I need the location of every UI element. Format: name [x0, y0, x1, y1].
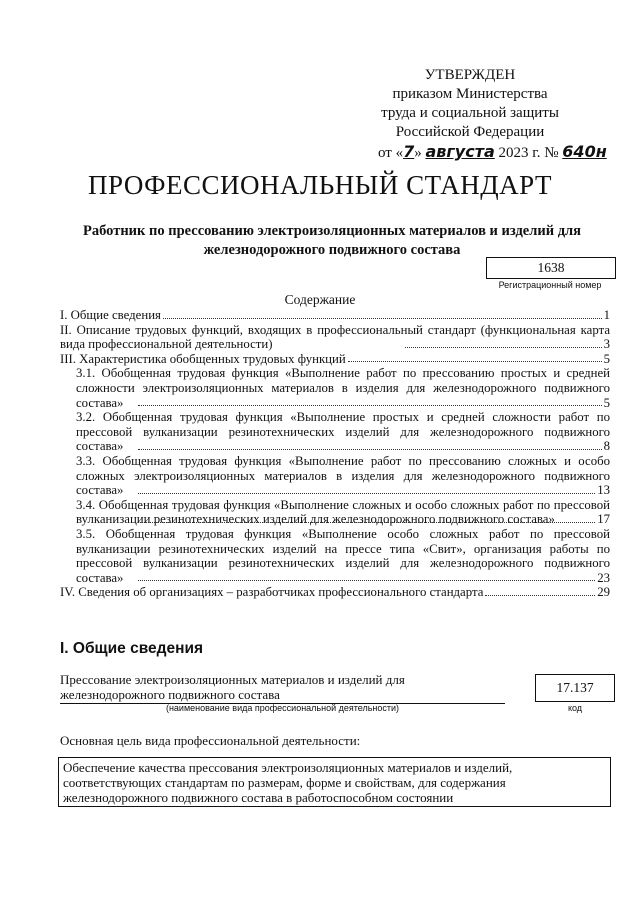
toc-item-page: 8	[603, 439, 610, 454]
date-day: 7	[403, 142, 415, 161]
toc-item-text: II. Описание трудовых функций, входящих в профессиональный стандарт (функциональная карта вида профессиональной деятельности)	[60, 322, 610, 352]
approval-line-3: труда и социальной защиты	[381, 105, 559, 121]
date-prefix: от «	[378, 145, 404, 161]
toc-item[interactable]	[60, 527, 610, 585]
toc-leader-dots	[138, 580, 595, 581]
toc-heading: Содержание	[284, 292, 356, 307]
toc-leader-dots	[405, 347, 602, 348]
toc-item-text: 3.1. Обобщенная трудовая функция «Выполнение работ по прессованию простых и средней сложности электроизоляционных материалов в изделия для железнодорожного подвижного состава»	[76, 366, 610, 410]
toc-leader-dots	[138, 493, 595, 494]
document-title: ПРОФЕССИОНАЛЬНЫЙ СТАНДАРТ	[87, 170, 553, 200]
toc-item[interactable]	[60, 410, 610, 454]
toc-item-page: 5	[603, 351, 610, 366]
toc-leader-dots	[138, 522, 595, 523]
standard-name: Работник по прессованию электроизоляционных материалов и изделий для железнодорожного подвижного состава	[82, 223, 582, 258]
toc-item-page: 29	[597, 585, 610, 600]
toc-item[interactable]	[60, 498, 610, 527]
registration-number-label: Регистрационный номер	[498, 280, 602, 290]
activity-code-caption: код	[567, 703, 583, 713]
toc-item-text: 3.3. Обобщенная трудовая функция «Выполнение работ по прессованию сложных и особо сложных электроизоляционных материалов в изделия для железнодорожного подвижного состава»	[76, 453, 610, 498]
toc-item[interactable]	[60, 308, 610, 323]
order-number: 640н	[562, 142, 607, 161]
toc-item-page: 17	[597, 512, 610, 527]
goal-label: Основная цель вида профессиональной деятельности:	[60, 733, 361, 748]
toc-leader-dots	[138, 405, 602, 406]
toc-item-text: 3.2. Обобщенная трудовая функция «Выполнение простых и средней сложности работ по прессовой вулканизации резинотехнических изделий для железнодорожного подвижного состава»	[76, 410, 610, 454]
activity-caption: (наименование вида профессиональной деятельности)	[165, 703, 400, 713]
activity-name: Прессование электроизоляционных материалов и изделий для железнодорожного подвижного состава	[60, 672, 505, 704]
date-mid: »	[414, 145, 426, 161]
toc-item-text: III. Характеристика обобщенных трудовых функций	[60, 351, 346, 366]
toc-item[interactable]	[60, 585, 610, 600]
approval-block	[330, 66, 610, 163]
approval-line-4: Российской Федерации	[395, 124, 545, 140]
section-title: I. Общие сведения	[60, 640, 204, 657]
toc-item-page: 1	[603, 308, 610, 322]
registration-number-box: 1638	[486, 257, 616, 279]
toc-item-text: I. Общие сведения	[60, 308, 161, 322]
toc-item-page: 23	[597, 570, 610, 585]
table-of-contents	[60, 308, 610, 600]
activity-code-box: 17.137	[535, 674, 615, 702]
toc-item-text: 3.5. Обобщенная трудовая функция «Выполнение особо сложных работ по прессовой вулканизации резинотехнических изделий на прессе типа «Свит», организация работы по прессовой вулканизации резинотехнических изделий для железнодорожного подвижного состава»	[76, 526, 610, 585]
approval-line-2: приказом Министерства	[392, 86, 548, 102]
toc-item-text: 3.4. Обобщенная трудовая функция «Выполнение сложных и особо сложных работ по прессовой вулканизации резинотехнических изделий для железнодорожного подвижного состава»	[76, 497, 610, 527]
toc-leader-dots	[163, 318, 602, 319]
toc-leader-dots	[485, 595, 595, 596]
approval-line-1: УТВЕРЖДЕН	[424, 67, 516, 83]
toc-item-page: 13	[597, 483, 610, 498]
toc-item-page: 3	[603, 337, 610, 352]
toc-item-text: IV. Сведения об организациях – разработчиках профессионального стандарта	[60, 585, 484, 600]
date-month: августа	[425, 142, 495, 161]
date-year: 2023 г. №	[494, 145, 563, 161]
toc-leader-dots	[138, 449, 602, 450]
toc-leader-dots	[348, 361, 602, 362]
toc-item[interactable]	[60, 323, 610, 352]
toc-item[interactable]	[60, 454, 610, 498]
toc-item-page: 5	[603, 395, 610, 410]
toc-item[interactable]	[60, 352, 610, 367]
approval-date-line	[330, 142, 610, 163]
goal-text-box: Обеспечение качества прессования электроизоляционных материалов и изделий, соответствующих стандартам по размерам, форме и свойствам, для содержания железнодорожного подвижного состава в работоспособном состоянии	[58, 757, 611, 807]
toc-item[interactable]	[60, 366, 610, 410]
